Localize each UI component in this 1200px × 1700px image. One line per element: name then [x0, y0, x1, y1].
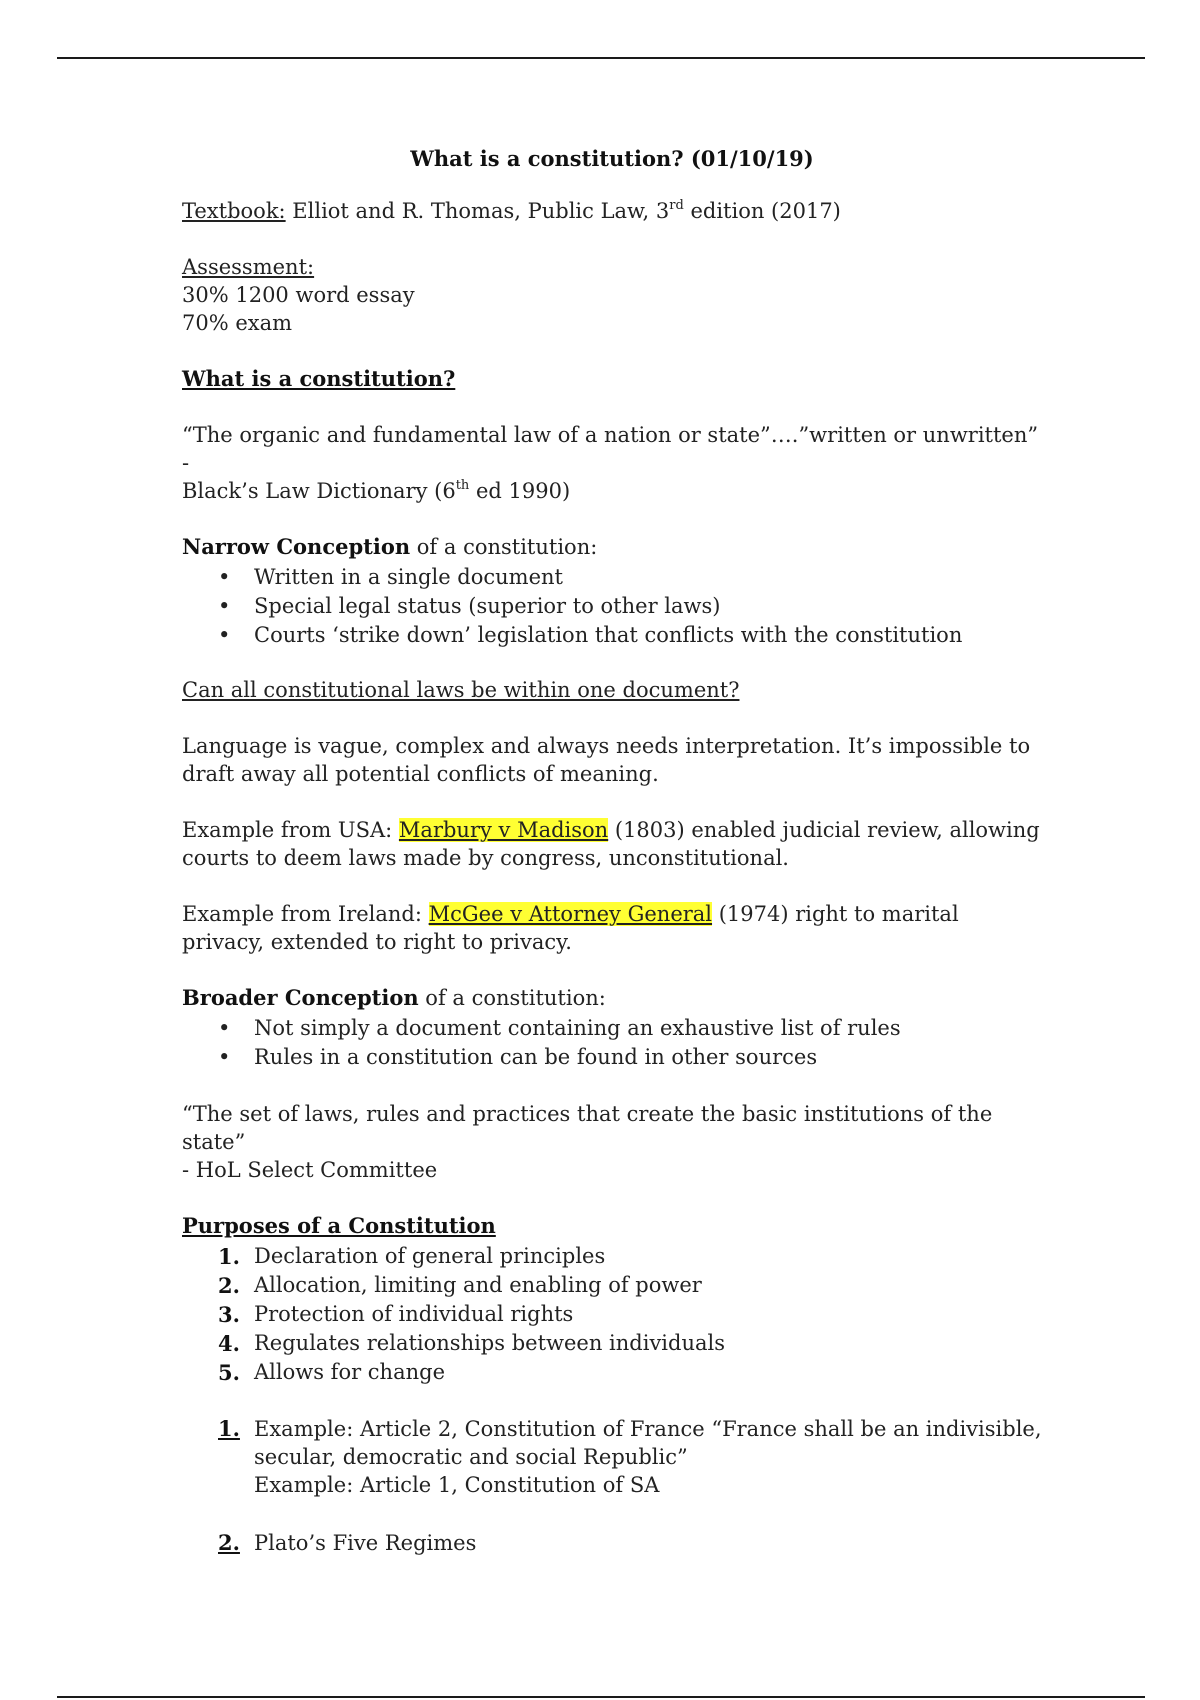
purpose-example-1: 1. Example: Article 2, Constitution of France “France shall be an indivisible, secular, democratic and social Republic” Example: Article 1, Constitution of SA: [218, 1416, 1042, 1497]
textbook-text-end: edition (2017): [683, 199, 841, 223]
textbook-line: [182, 197, 1042, 225]
bullet-icon: •: [218, 565, 231, 589]
narrow-conception-heading: Narrow Conception of a constitution:: [182, 534, 598, 559]
example-ireland: Example from Ireland: McGee v Attorney General (1974) right to marital privacy, extended to right to privacy.: [182, 902, 959, 954]
list-item: • Not simply a document containing an exhaustive list of rules: [182, 1014, 1042, 1043]
hol-quote-line-2: - HoL Select Committee: [182, 1158, 438, 1182]
bottom-rule: [57, 1696, 1145, 1698]
purpose-example-2: 2. Plato’s Five Regimes: [182, 1529, 1042, 1557]
textbook-text: Elliot and R. Thomas, Public Law, 3: [285, 199, 670, 223]
language-paragraph: Language is vague, complex and always needs interpretation. It’s impossible to draft away all potential conflicts of meaning.: [182, 734, 1031, 786]
example-usa: Example from USA: Marbury v Madison (1803) enabled judicial review, allowing courts to deem laws made by congress, unconstitutional.: [182, 818, 1040, 870]
list-item: • Rules in a constitution can be found in other sources: [182, 1043, 1042, 1072]
list-item: 1. Declaration of general principles: [218, 1244, 606, 1269]
list-item: • Courts ‘strike down’ legislation that conflicts with the constitution: [182, 621, 1042, 650]
textbook-label: Textbook:: [182, 199, 286, 223]
list-item: 2. Allocation, limiting and enabling of power: [218, 1273, 702, 1298]
narrow-conception-list: [182, 563, 1042, 650]
page-title: What is a constitution? (01/10/19): [410, 146, 814, 171]
example-1-line-1: Example: Article 2, Constitution of France “France shall be an indivisible, secular, democratic and social Republic”: [254, 1417, 1042, 1469]
list-item: 4. Regulates relationships between individuals: [218, 1331, 726, 1356]
textbook-sup: rd: [669, 198, 684, 213]
list-item: • Special legal status (superior to other laws): [182, 592, 1042, 621]
bullet-icon: •: [218, 623, 231, 647]
purposes-heading: Purposes of a Constitution: [182, 1213, 496, 1238]
assessment-line-2: 70% exam: [182, 311, 293, 335]
definition-sup: th: [455, 478, 470, 493]
top-rule: [57, 57, 1145, 59]
case-mcgee-v-attorney-general: McGee v Attorney General: [428, 902, 713, 926]
document-page: [182, 145, 1042, 1557]
broader-conception-list: [182, 1014, 1042, 1072]
hol-quote-line-1: “The set of laws, rules and practices that create the basic institutions of the state”: [182, 1102, 993, 1154]
assessment-label: Assessment:: [182, 255, 315, 279]
list-item: 5. Allows for change: [218, 1360, 445, 1385]
broader-conception-heading: Broader Conception of a constitution:: [182, 985, 606, 1010]
definition-line-1: “The organic and fundamental law of a nation or state”….”written or unwritten” -: [182, 423, 1039, 475]
bullet-icon: •: [218, 1016, 231, 1040]
bullet-icon: •: [218, 594, 231, 618]
assessment-line-1: 30% 1200 word essay: [182, 283, 415, 307]
list-item: • Written in a single document: [182, 563, 1042, 592]
definition-line-2: Black’s Law Dictionary (6th ed 1990): [182, 478, 571, 503]
example-1-line-2: Example: Article 1, Constitution of SA: [254, 1473, 660, 1497]
question-heading: Can all constitutional laws be within one document?: [182, 678, 740, 702]
list-item: 3. Protection of individual rights: [218, 1302, 574, 1327]
example-2-line-1: Plato’s Five Regimes: [254, 1531, 477, 1555]
case-marbury-v-madison: Marbury v Madison: [398, 818, 609, 842]
bullet-icon: •: [218, 1045, 231, 1069]
section-heading-what-is: What is a constitution?: [182, 366, 456, 391]
purposes-list: [182, 1242, 1042, 1387]
